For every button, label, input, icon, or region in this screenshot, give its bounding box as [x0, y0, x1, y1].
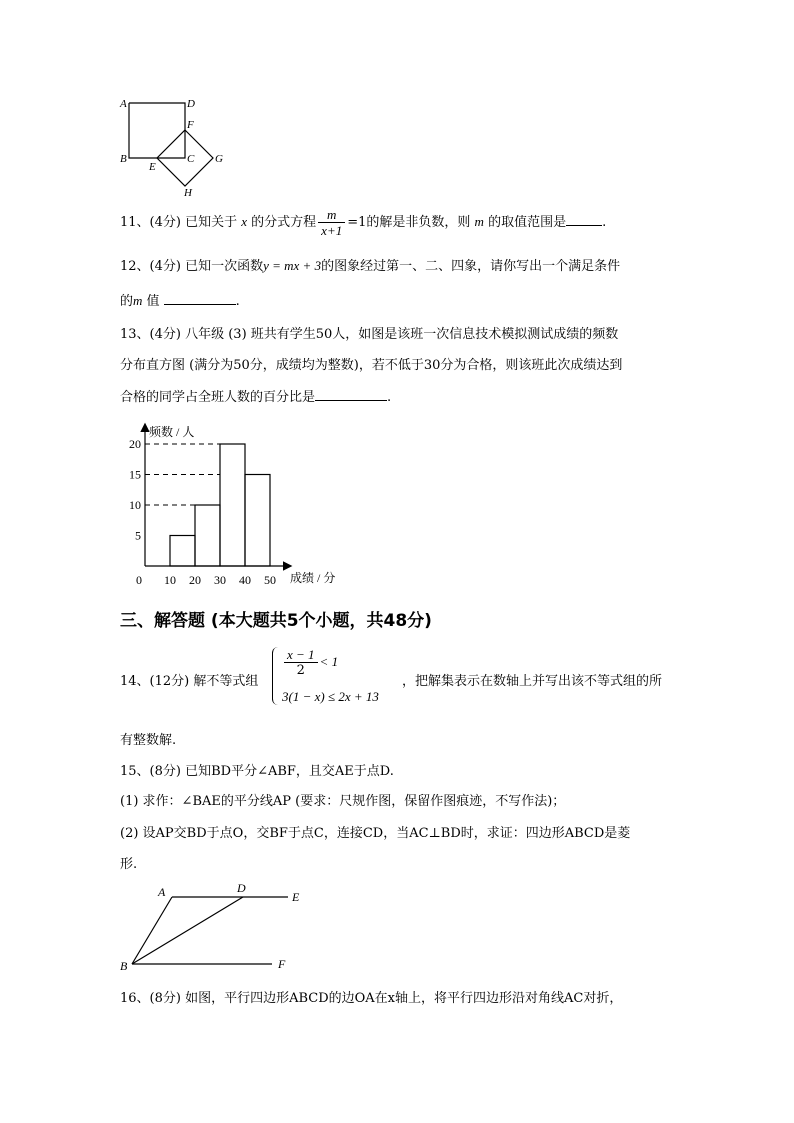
question-13-line-1: 13、(4分) 八年级 (3) 班共有学生50人，如图是该班一次信息技术模拟测试成绩的频数	[120, 327, 619, 342]
question-15-part-1: (1) 求作：∠BAE的平分线AP (要求：尺规作图，保留作图痕迹，不写作法)；	[120, 794, 566, 809]
label-h: H	[184, 187, 192, 199]
y-axis-label: 频数 / 人	[149, 425, 195, 439]
x-tick-label-1: 10	[164, 573, 176, 587]
section-3-title: 三、解答题 (本大题共5个小题，共48分)	[120, 611, 432, 631]
question-12	[120, 255, 620, 274]
label-a: A	[158, 885, 166, 899]
segment-bd	[132, 897, 243, 964]
q12-line2-prefix: 的	[120, 294, 134, 309]
inequality-system	[272, 647, 402, 709]
q11-denominator: x+1	[321, 223, 343, 238]
q12-suffix: 的图象经过第一、二、四象，请你写出一个满足条件	[321, 259, 621, 274]
label-f: F	[187, 119, 194, 131]
question-13-line-3	[120, 386, 391, 405]
q11-equals: =1	[347, 215, 367, 230]
q11-end: .	[602, 215, 607, 230]
x-tick-label-4: 40	[239, 573, 251, 587]
x-tick-label-3: 30	[214, 573, 226, 587]
question-12-line-2	[120, 290, 240, 309]
q12-var-m: m	[133, 293, 143, 308]
frequency-histogram	[118, 420, 368, 592]
q11-var-x: x	[241, 214, 248, 229]
q11-answer-blank	[566, 213, 602, 226]
label-c: C	[187, 153, 195, 165]
system-brace	[272, 647, 281, 705]
label-e: E	[149, 161, 156, 173]
question-14-line-2: 有整数解.	[120, 733, 177, 748]
inequality-2: 3(1 − x) ≤ 2x + 13	[282, 689, 379, 704]
inequality-1-relation: < 1	[319, 654, 339, 669]
question-15-line-1: 15、(8分) 已知BD平分∠ABF，且交AE于点D.	[120, 764, 394, 779]
geometry-figure-1	[110, 92, 230, 202]
q12-line2-mid: 值	[146, 294, 160, 309]
q12-end: .	[235, 294, 240, 309]
q11-fraction	[318, 207, 345, 238]
y-tick-label-2: 15	[129, 467, 141, 482]
x-tick-label-2: 20	[189, 573, 201, 587]
label-f: F	[278, 957, 286, 971]
histogram-bar-3	[245, 475, 270, 567]
question-14	[120, 670, 258, 689]
x-tick-label-5: 50	[264, 573, 276, 587]
inequality-1-denominator: 2	[296, 663, 305, 678]
inequality-1-numerator: x − 1	[284, 647, 318, 663]
q12-formula: y = mx + 3	[263, 258, 322, 273]
histogram-bar-1	[195, 505, 220, 566]
y-tick-label-1: 10	[129, 498, 141, 512]
q11-var-m: m	[474, 214, 484, 229]
question-16-line-1: 16、(8分) 如图，平行四边形ABCD的边OA在x轴上，将平行四边形沿对角线AC对折，	[120, 991, 623, 1006]
label-a: A	[120, 98, 127, 110]
q11-suffix2: 的取值范围是	[488, 215, 567, 230]
label-g: G	[215, 153, 223, 165]
question-15-part-2: (2) 设AP交BD于点O，交BF于点C，连接CD，当AC⊥BD时，求证：四边形ABCD是菱	[120, 826, 631, 841]
square-abcd	[129, 103, 185, 158]
y-tick-label-0: 5	[135, 528, 141, 543]
geometry-figure-2	[112, 878, 322, 976]
segment-ab	[132, 897, 172, 964]
q13-end: .	[387, 390, 392, 405]
q11-prefix: 11、(4分) 已知关于	[120, 215, 238, 230]
label-e: E	[292, 890, 300, 904]
q11-numerator: m	[318, 207, 345, 223]
q12-answer-blank	[164, 292, 236, 305]
x-axis-label: 成绩 / 分	[290, 571, 336, 585]
q14-prefix: 14、(12分) 解不等式组	[120, 674, 259, 689]
q13-line3-text: 合格的同学占全班人数的百分比是	[120, 390, 316, 405]
label-b: B	[120, 153, 127, 165]
label-d: D	[237, 881, 246, 895]
q11-mid: 的分式方程	[251, 215, 317, 230]
q11-suffix: 的解是非负数，则	[366, 215, 471, 230]
y-tick-label-3: 20	[129, 437, 141, 451]
q13-answer-blank	[315, 388, 387, 401]
question-15-part-2-end: 形.	[120, 857, 138, 872]
q12-prefix: 12、(4分) 已知一次函数	[120, 259, 264, 274]
histogram-bar-2	[220, 444, 245, 566]
label-b: B	[120, 959, 128, 973]
histogram-bar-0	[170, 536, 195, 567]
question-14-suffix: ，把解集表示在数轴上并写出该不等式组的所	[402, 674, 663, 689]
question-11	[120, 207, 606, 238]
question-13-line-2: 分布直方图 (满分为50分，成绩均为整数)，若不低于30分为合格，则该班此次成绩达到	[120, 358, 623, 373]
inequality-1-fraction	[284, 647, 318, 678]
inequality-1	[282, 647, 338, 678]
x-tick-label-0: 0	[136, 573, 142, 587]
label-d: D	[187, 98, 195, 110]
